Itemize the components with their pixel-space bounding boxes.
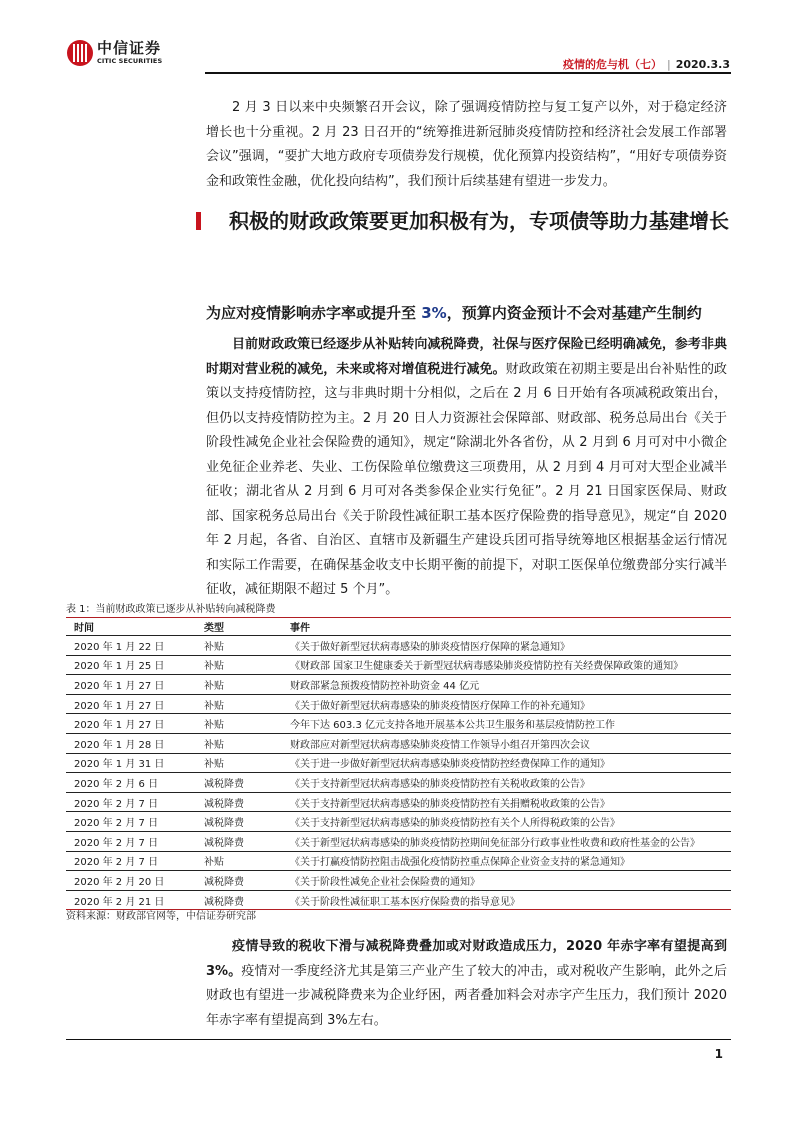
deficit-paragraph: 疫情导致的税收下滑与减税降费叠加或对财政造成压力，2020 年赤字率有望提高到 3%。疫情对一季度经济尤其是第三产业产生了较大的冲击，或对税收产生影响，此外之后财政也有望进一步减税降费来为企业纾困，两者叠加料会对赤字产生压力，我们预计 2020 年赤字率有望提高到 3%左右。 bbox=[206, 939, 727, 1028]
policy-table bbox=[66, 617, 731, 910]
policy-paragraph-lead: 目前财政政策已经逐步从补贴转向减税降费，社保与医疗保险已经明确减免，参考非典时期对营业税的减免，未来或将对增值税进行减免。 bbox=[206, 337, 727, 377]
subheading: 为应对疫情影响赤字率或提升至 3%，预算内资金预计不会对基建产生制约 bbox=[206, 304, 702, 322]
table-row: 2020 年 2 月 7 日 补贴 《关于打赢疫情防控阻击战强化疫情防控重点保障企业资金支持的紧急通知》 bbox=[66, 851, 731, 871]
table-row: 2020 年 2 月 6 日 减税降费 《关于支持新型冠状病毒感染的肺炎疫情防控有关税收政策的公告》 bbox=[66, 773, 731, 793]
table-row: 2020 年 2 月 7 日 减税降费 《关于支持新型冠状病毒感染的肺炎疫情防控有关捐赠税收政策的公告》 bbox=[66, 792, 731, 812]
table-header-row bbox=[66, 618, 731, 636]
deficit-paragraph-lead: 疫情导致的税收下滑与减税降费叠加或对财政造成压力，2020 年赤字率有望提高到 3%。 bbox=[206, 939, 727, 979]
table-row: 2020 年 1 月 22 日 补贴 《关于做好新型冠状病毒感染的肺炎疫情医疗保障的紧急通知》 bbox=[66, 636, 731, 656]
report-header bbox=[563, 56, 730, 72]
page-number: 1 bbox=[714, 1047, 723, 1061]
table-row: 2020 年 1 月 31 日 补贴 《关于进一步做好新型冠状病毒感染肺炎疫情防控经费保障工作的通知》 bbox=[66, 753, 731, 773]
table-source: 资料来源：财政部官网等，中信证券研究部 bbox=[66, 911, 256, 922]
footer-divider bbox=[66, 1039, 731, 1040]
logo-english-name: CITIC SECURITIES bbox=[97, 57, 163, 66]
intro-paragraph: 2 月 3 日以来中央频繁召开会议，除了强调疫情防控与复工复产以外，对于稳定经济增长也十分重视。2 月 23 日召开的“统筹推进新冠肺炎疫情防控和经济社会发展工作部署会议”强调，“要扩大地方政府专项债券发行规模，优化预算内投资结构”，“用好专项债券资金和政策性金融，优化投向结构”，我们预计后续基建有望进一步发力。 bbox=[206, 100, 727, 189]
policy-paragraph: 目前财政政策已经逐步从补贴转向减税降费，社保与医疗保险已经明确减免，参考非典时期对营业税的减免，未来或将对增值税进行减免。财政政策在初期主要是出台补贴性的政策以支持疫情防控，这与非典时期十分相似，之后在 2 月 6 日开始有各项减税政策出台，但仍以支持疫情防控为主。2 月 20 日人力资源社会保障部、财政部、税务总局出台《关于阶段性减免企业社会保险费的通知》，规定“除湖北外各省份，从 2 月到 6 月可对中小微企业免征企业养老、失业、工伤保险单位缴费这三项费用，从 2 月到 4 月可对大型企业减半征收；湖北省从 2 月到 6 月可对各类参保企业实行免征”。2 月 21 日国家医保局、财政部、国家税务总局出台《关于阶段性减征职工基本医疗保险费的指导意见》，规定“自 2020 年 2 月起，各省、自治区、直辖市及新疆生产建设兵团可指导统筹地区根据基金运行情况和实际工作需要，在确保基金收支中长期平衡的前提下，对职工医保单位缴费部分实行减半征收，减征期限不超过 5 个月”。 bbox=[206, 337, 727, 597]
table-row: 2020 年 1 月 27 日 补贴 今年下达 603.3 亿元支持各地开展基本公共卫生服务和基层疫情防控工作 bbox=[66, 714, 731, 734]
header-date: 时间 bbox=[66, 618, 196, 636]
table-row: 2020 年 2 月 20 日 减税降费 《关于阶段性减免企业社会保险费的通知》 bbox=[66, 871, 731, 891]
header-event: 事件 bbox=[282, 618, 731, 636]
table-row: 2020 年 1 月 25 日 补贴 《财政部 国家卫生健康委关于新型冠状病毒感染肺炎疫情防控有关经费保障政策的通知》 bbox=[66, 655, 731, 675]
heading-marker-icon bbox=[196, 212, 201, 230]
table-row: 2020 年 1 月 27 日 补贴 财政部紧急预拨疫情防控补助资金 44 亿元 bbox=[66, 675, 731, 695]
table-row: 2020 年 2 月 21 日 减税降费 《关于阶段性减征职工基本医疗保险费的指导意见》 bbox=[66, 890, 731, 910]
citic-logo bbox=[67, 40, 162, 66]
report-title: 疫情的危与机（七） bbox=[563, 58, 662, 71]
header-divider bbox=[205, 72, 731, 74]
section-heading: 积极的财政政策要更加积极有为，专项债等助力基建增长 bbox=[207, 200, 737, 242]
report-date: 2020.3.3 bbox=[675, 57, 730, 71]
header-separator: | bbox=[667, 57, 671, 71]
header-type: 类型 bbox=[196, 618, 282, 636]
table-row: 2020 年 1 月 27 日 补贴 《关于做好新型冠状病毒感染的肺炎疫情医疗保障工作的补充通知》 bbox=[66, 694, 731, 714]
citic-logo-icon bbox=[67, 40, 93, 66]
table-row: 2020 年 1 月 28 日 补贴 财政部应对新型冠状病毒感染肺炎疫情工作领导小组召开第四次会议 bbox=[66, 733, 731, 753]
table-row: 2020 年 2 月 7 日 减税降费 《关于支持新型冠状病毒感染的肺炎疫情防控有关个人所得税政策的公告》 bbox=[66, 812, 731, 832]
logo-chinese-name: 中信证券 bbox=[97, 39, 162, 58]
table-row: 2020 年 2 月 7 日 减税降费 《关于新型冠状病毒感染的肺炎疫情防控期间免征部分行政事业性收费和政府性基金的公告》 bbox=[66, 831, 731, 851]
table-caption: 表 1：当前财政政策已逐步从补贴转向减税降费 bbox=[66, 604, 276, 615]
